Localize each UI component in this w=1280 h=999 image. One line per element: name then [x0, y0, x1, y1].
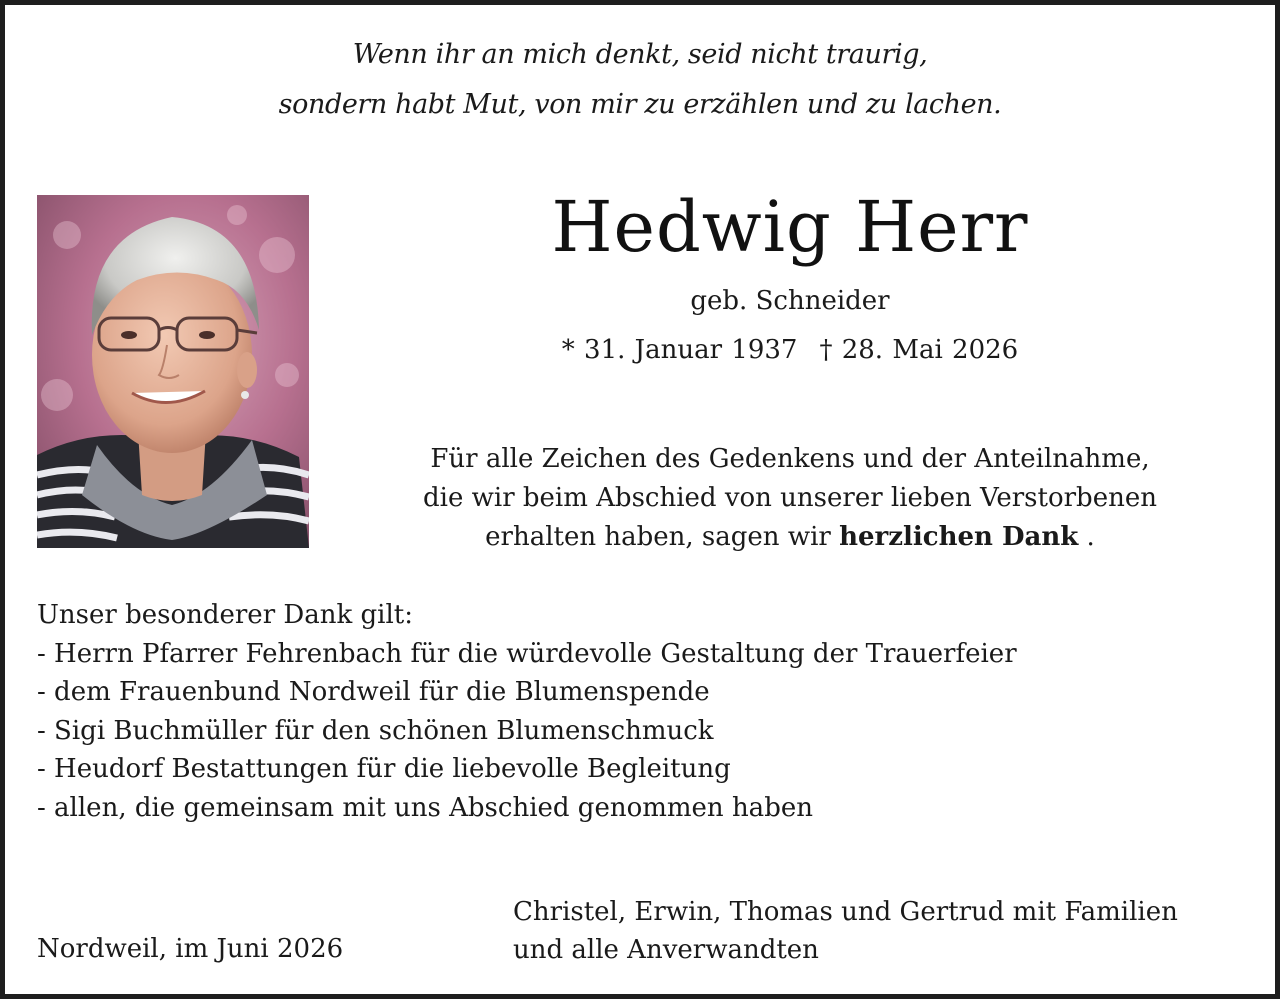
signers-line-2: und alle Anverwandten: [513, 935, 819, 965]
special-thanks-heading: Unser besonderer Dank gilt:: [37, 600, 413, 630]
portrait-photo: [37, 195, 309, 548]
deceased-name: Hedwig Herr: [551, 186, 1029, 268]
death-date: † 28. Mai 2026: [819, 335, 1019, 365]
signers-line-1: Christel, Erwin, Thomas und Gertrud mit Familien: [513, 897, 1178, 927]
thanks-message: [330, 440, 1250, 557]
place-and-date: Nordweil, im Juni 2026: [37, 934, 344, 964]
life-dates: [330, 331, 1250, 369]
maiden-name: geb. Schneider: [690, 286, 890, 316]
quote-line-2: sondern habt Mut, von mir zu erzählen und zu lachen.: [278, 89, 1002, 120]
thanks-line-3-prefix: erhalten haben, sagen wir: [485, 522, 840, 552]
list-item: - Herrn Pfarrer Fehrenbach für die würdevolle Gestaltung der Trauerfeier: [37, 638, 1017, 669]
birth-date: * 31. Januar 1937: [561, 335, 798, 365]
list-item: - Heudorf Bestattungen für die liebevolle Begleitung: [37, 754, 731, 784]
memorial-quote: [0, 30, 1280, 130]
list-item: - allen, die gemeinsam mit uns Abschied genommen haben: [37, 792, 813, 823]
list-item: - Sigi Buchmüller für den schönen Blumenschmuck: [37, 715, 714, 746]
special-thanks-list: [37, 596, 1237, 827]
thanks-line-1: Für alle Zeichen des Gedenkens und der Anteilnahme,: [430, 444, 1150, 474]
signers: [513, 893, 1178, 969]
thanks-line-3-suffix: .: [1078, 522, 1095, 552]
thanks-line-3: [330, 518, 1250, 557]
quote-line-1: Wenn ihr an mich denkt, seid nicht traurig,: [352, 39, 928, 70]
thanks-line-2: die wir beim Abschied von unserer lieben Verstorbenen: [423, 483, 1157, 513]
thanks-bold-phrase: herzlichen Dank: [839, 522, 1079, 552]
list-item: - dem Frauenbund Nordweil für die Blumenspende: [37, 677, 710, 707]
